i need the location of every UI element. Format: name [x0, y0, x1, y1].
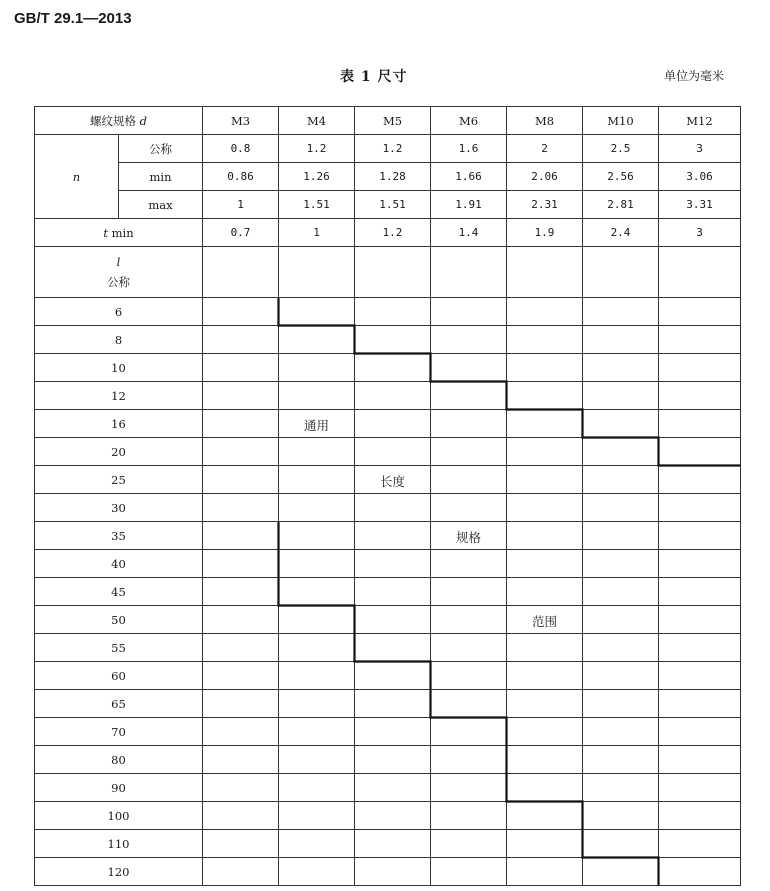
length-cell: [431, 438, 507, 466]
length-cell: [507, 690, 583, 718]
length-row: [35, 662, 741, 690]
length-row: [35, 802, 741, 830]
n-value: 2.31: [507, 191, 583, 219]
length-cell: [659, 830, 741, 858]
length-cell: [583, 802, 659, 830]
range-label: 长度: [379, 473, 406, 489]
length-row: [35, 858, 741, 886]
length-cell: [279, 494, 355, 522]
length-row: [35, 774, 741, 802]
n-value: 1.28: [355, 163, 431, 191]
thread-spec-row: [35, 107, 741, 135]
t-value: 1.9: [507, 219, 583, 247]
n-row-label: 公称: [119, 135, 203, 163]
range-label: 规格: [455, 529, 482, 545]
length-row: [35, 634, 741, 662]
range-label: 通用: [303, 417, 330, 433]
length-cell: [279, 438, 355, 466]
length-cell: [659, 410, 741, 438]
length-cell: [659, 298, 741, 326]
empty-cell: [203, 247, 279, 298]
length-cell: [583, 746, 659, 774]
t-label: min: [111, 225, 134, 240]
length-cell: [203, 774, 279, 802]
length-cell: [431, 746, 507, 774]
length-cell: [279, 718, 355, 746]
size-header: M5: [355, 107, 431, 135]
length-cell: [203, 634, 279, 662]
length-cell: [507, 354, 583, 382]
length-cell: [355, 410, 431, 438]
length-value: 25: [35, 466, 203, 494]
length-cell: [355, 550, 431, 578]
length-cell: [659, 550, 741, 578]
n-symbol: n: [35, 135, 119, 219]
length-cell: [583, 550, 659, 578]
length-cell: [355, 634, 431, 662]
length-cell: [659, 438, 741, 466]
length-cell: [583, 690, 659, 718]
length-cell: [431, 326, 507, 354]
length-row: [35, 326, 741, 354]
length-cell: [583, 326, 659, 354]
length-row: [35, 522, 741, 550]
length-row: [35, 830, 741, 858]
length-cell: [203, 662, 279, 690]
length-cell: [355, 718, 431, 746]
n-value: 2.5: [583, 135, 659, 163]
length-value: 35: [35, 522, 203, 550]
length-cell: [659, 774, 741, 802]
length-cell: [583, 718, 659, 746]
length-cell: [507, 718, 583, 746]
t-symbol: t: [103, 225, 108, 240]
n-row: [35, 191, 741, 219]
length-cell: [507, 578, 583, 606]
length-cell: [659, 662, 741, 690]
length-cell: [507, 774, 583, 802]
length-cell: [583, 774, 659, 802]
length-cell: [279, 858, 355, 886]
empty-cell: [507, 247, 583, 298]
length-row: [35, 550, 741, 578]
length-cell: [355, 298, 431, 326]
length-cell: [431, 606, 507, 634]
size-header: M6: [431, 107, 507, 135]
length-cell: [355, 578, 431, 606]
length-value: 20: [35, 438, 203, 466]
n-row-label: min: [119, 163, 203, 191]
length-cell: [203, 858, 279, 886]
length-cell: [507, 494, 583, 522]
length-value: 65: [35, 690, 203, 718]
length-cell: [431, 466, 507, 494]
length-cell: [431, 634, 507, 662]
length-cell: [431, 354, 507, 382]
length-cell: [431, 550, 507, 578]
size-header: M3: [203, 107, 279, 135]
length-cell: [583, 466, 659, 494]
n-value: 2.06: [507, 163, 583, 191]
length-cell: [279, 746, 355, 774]
length-cell: [203, 550, 279, 578]
empty-cell: [355, 247, 431, 298]
length-row: [35, 298, 741, 326]
length-value: 120: [35, 858, 203, 886]
thread-spec-var: d: [139, 113, 148, 128]
n-value: 1.51: [279, 191, 355, 219]
length-cell: [431, 802, 507, 830]
length-cell: [583, 410, 659, 438]
length-cell: [431, 690, 507, 718]
l-header-row: [35, 247, 741, 298]
length-cell: [279, 662, 355, 690]
length-cell: [203, 830, 279, 858]
length-value: 60: [35, 662, 203, 690]
length-cell: [507, 550, 583, 578]
length-cell: [203, 606, 279, 634]
length-cell: [583, 382, 659, 410]
length-cell: [355, 494, 431, 522]
length-cell: [507, 830, 583, 858]
length-cell: [355, 382, 431, 410]
standard-code: GB/T 29.1—2013: [14, 10, 132, 27]
length-cell: [583, 438, 659, 466]
length-cell: [203, 522, 279, 550]
length-cell: [279, 522, 355, 550]
length-cell: [659, 858, 741, 886]
length-cell: [355, 802, 431, 830]
length-cell: [279, 382, 355, 410]
length-value: 10: [35, 354, 203, 382]
length-row: [35, 382, 741, 410]
length-cell: [659, 746, 741, 774]
t-row-header: [35, 219, 203, 247]
length-row: [35, 578, 741, 606]
length-cell: [355, 830, 431, 858]
length-value: 90: [35, 774, 203, 802]
n-value: 1: [203, 191, 279, 219]
length-cell: [279, 550, 355, 578]
length-cell: [355, 858, 431, 886]
thread-spec-label: 螺纹规格: [89, 113, 136, 128]
length-cell: [431, 858, 507, 886]
length-cell: [279, 466, 355, 494]
length-cell: [431, 298, 507, 326]
n-value: 1.2: [355, 135, 431, 163]
n-value: 0.8: [203, 135, 279, 163]
size-header: M4: [279, 107, 355, 135]
length-cell: [203, 438, 279, 466]
length-row: [35, 718, 741, 746]
length-value: 55: [35, 634, 203, 662]
length-cell: [431, 578, 507, 606]
length-cell: [659, 578, 741, 606]
empty-cell: [583, 247, 659, 298]
length-cell: [583, 858, 659, 886]
length-cell: [355, 354, 431, 382]
length-row: [35, 746, 741, 774]
n-value: 1.51: [355, 191, 431, 219]
length-cell: [355, 438, 431, 466]
length-cell: [659, 718, 741, 746]
length-cell: [659, 494, 741, 522]
length-cell: [507, 382, 583, 410]
length-cell: [355, 746, 431, 774]
length-cell: [431, 774, 507, 802]
n-value: 1.91: [431, 191, 507, 219]
length-value: 100: [35, 802, 203, 830]
length-row: [35, 438, 741, 466]
length-cell: [583, 634, 659, 662]
length-cell: [507, 662, 583, 690]
l-label: 公称: [107, 275, 130, 289]
t-value: 1: [279, 219, 355, 247]
length-cell: [659, 466, 741, 494]
length-cell: [279, 354, 355, 382]
length-cell: [279, 634, 355, 662]
n-value: 2.56: [583, 163, 659, 191]
length-cell: [355, 662, 431, 690]
length-cell: [203, 802, 279, 830]
length-cell: [583, 578, 659, 606]
t-value: 3: [659, 219, 741, 247]
length-cell: [659, 690, 741, 718]
length-cell: [279, 298, 355, 326]
length-cell: [659, 802, 741, 830]
length-cell: [583, 662, 659, 690]
length-value: 12: [35, 382, 203, 410]
length-cell: [507, 634, 583, 662]
n-value: 1.6: [431, 135, 507, 163]
length-row: [35, 690, 741, 718]
length-cell: [431, 382, 507, 410]
length-cell: [431, 494, 507, 522]
length-cell: [583, 494, 659, 522]
table-title: 表 1 尺寸: [340, 69, 408, 85]
length-cell: [355, 522, 431, 550]
t-value: 0.7: [203, 219, 279, 247]
length-cell: [431, 830, 507, 858]
length-value: 6: [35, 298, 203, 326]
empty-cell: [431, 247, 507, 298]
length-cell: [431, 410, 507, 438]
length-value: 8: [35, 326, 203, 354]
n-value: 0.86: [203, 163, 279, 191]
length-cell: [431, 662, 507, 690]
length-cell: [203, 410, 279, 438]
length-cell: [507, 802, 583, 830]
length-cell: [355, 606, 431, 634]
length-cell: [203, 326, 279, 354]
length-cell: [203, 494, 279, 522]
length-cell: [507, 298, 583, 326]
length-cell: [507, 410, 583, 438]
length-cell: [583, 354, 659, 382]
length-value: 50: [35, 606, 203, 634]
length-cell: [203, 354, 279, 382]
t-value: 1.2: [355, 219, 431, 247]
size-header: M10: [583, 107, 659, 135]
l-symbol: l: [116, 255, 121, 269]
length-cell: [279, 802, 355, 830]
length-cell: [583, 298, 659, 326]
thread-spec-header: [35, 107, 203, 135]
n-value: 2.81: [583, 191, 659, 219]
length-row: [35, 410, 741, 438]
length-cell: [279, 606, 355, 634]
length-cell: [203, 746, 279, 774]
n-value: 1.2: [279, 135, 355, 163]
length-value: 80: [35, 746, 203, 774]
size-header: M8: [507, 107, 583, 135]
t-value: 1.4: [431, 219, 507, 247]
length-cell: [279, 830, 355, 858]
length-cell: [507, 858, 583, 886]
length-cell: [279, 690, 355, 718]
length-cell: [583, 606, 659, 634]
length-cell: [355, 774, 431, 802]
length-value: 45: [35, 578, 203, 606]
n-row: [35, 163, 741, 191]
length-value: 40: [35, 550, 203, 578]
length-cell: [659, 326, 741, 354]
length-cell: [203, 718, 279, 746]
length-cell: [203, 578, 279, 606]
length-cell: [355, 690, 431, 718]
length-value: 16: [35, 410, 203, 438]
n-value: 1.26: [279, 163, 355, 191]
length-value: 110: [35, 830, 203, 858]
length-cell: [507, 522, 583, 550]
length-cell: [203, 298, 279, 326]
length-cell: [431, 718, 507, 746]
length-cell: [279, 774, 355, 802]
empty-cell: [659, 247, 741, 298]
t-value: 2.4: [583, 219, 659, 247]
length-cell: [203, 382, 279, 410]
n-row-label: max: [119, 191, 203, 219]
length-row: [35, 494, 741, 522]
length-cell: [583, 522, 659, 550]
length-cell: [659, 382, 741, 410]
length-value: 70: [35, 718, 203, 746]
dimensions-table: [34, 106, 741, 886]
t-row: [35, 219, 741, 247]
length-cell: [659, 522, 741, 550]
n-value: 2: [507, 135, 583, 163]
length-cell: [507, 466, 583, 494]
length-value: 30: [35, 494, 203, 522]
length-cell: [507, 746, 583, 774]
size-header: M12: [659, 107, 741, 135]
n-value: 3.06: [659, 163, 741, 191]
n-value: 1.66: [431, 163, 507, 191]
unit-note: 单位为毫米: [664, 69, 725, 83]
empty-cell: [279, 247, 355, 298]
length-cell: [659, 634, 741, 662]
range-label: 范围: [531, 613, 558, 629]
length-cell: [203, 690, 279, 718]
n-value: 3: [659, 135, 741, 163]
length-row: [35, 354, 741, 382]
length-cell: [203, 466, 279, 494]
length-cell: [355, 326, 431, 354]
length-cell: [583, 830, 659, 858]
length-cell: [279, 578, 355, 606]
length-cell: [659, 354, 741, 382]
length-cell: [507, 438, 583, 466]
n-value: 3.31: [659, 191, 741, 219]
length-cell: [507, 326, 583, 354]
n-row: [35, 135, 741, 163]
length-cell: [279, 326, 355, 354]
length-cell: [659, 606, 741, 634]
l-header: [35, 247, 203, 298]
length-row: [35, 606, 741, 634]
